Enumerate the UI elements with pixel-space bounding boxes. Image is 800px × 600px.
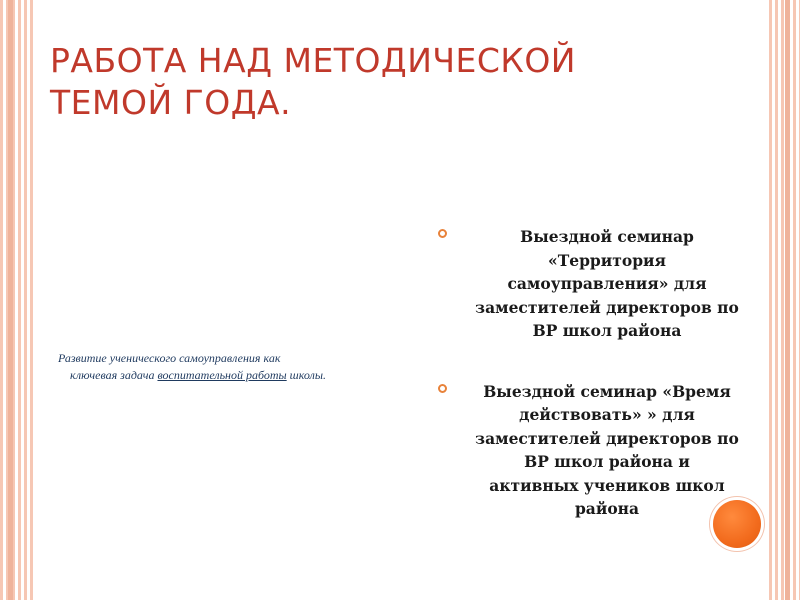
left-decorative-stripes [0, 0, 34, 600]
left-caption [58, 350, 418, 384]
bullet-list [438, 225, 768, 521]
bullet-line: самоуправления» для [507, 274, 707, 293]
orange-circle-decoration [713, 500, 761, 548]
bullet-item-seminar-time-to-act [438, 380, 768, 521]
bullet-item-seminar-territory [438, 225, 768, 343]
caption-link[interactable]: воспитательной работы [157, 368, 287, 382]
bullet-line: активных учеников школ [489, 475, 725, 495]
left-stripe-accent [8, 0, 13, 600]
caption-prefix: ключевая задача [70, 368, 158, 382]
caption-suffix: школы. [286, 368, 326, 382]
right-decorative-stripes [766, 0, 800, 600]
bullet-line: «Территория [548, 250, 666, 270]
right-stripe-accent [785, 0, 790, 600]
bullet-line: действовать» » для [519, 405, 695, 424]
caption-line-1: Развитие ученического самоуправления как [58, 351, 281, 365]
caption-line-2 [58, 367, 418, 384]
bullet-line: района [574, 499, 640, 518]
bullet-circle-icon [438, 229, 447, 238]
bullet-line: ВР школ района [532, 321, 682, 340]
title-line-2: ТЕМОЙ ГОДА. [50, 83, 292, 122]
title-line-1: РАБОТА НАД МЕТОДИЧЕСКОЙ [50, 41, 576, 80]
bullet-line: Выездной семинар «Время [483, 381, 731, 401]
bullet-line: заместителей директоров по [475, 428, 739, 448]
bullet-circle-icon [438, 384, 447, 393]
bullet-line: Выездной семинар [520, 227, 694, 246]
bullet-line: заместителей директоров по [475, 297, 739, 317]
bullet-line: ВР школ района и [524, 452, 690, 471]
slide-title [50, 40, 650, 124]
